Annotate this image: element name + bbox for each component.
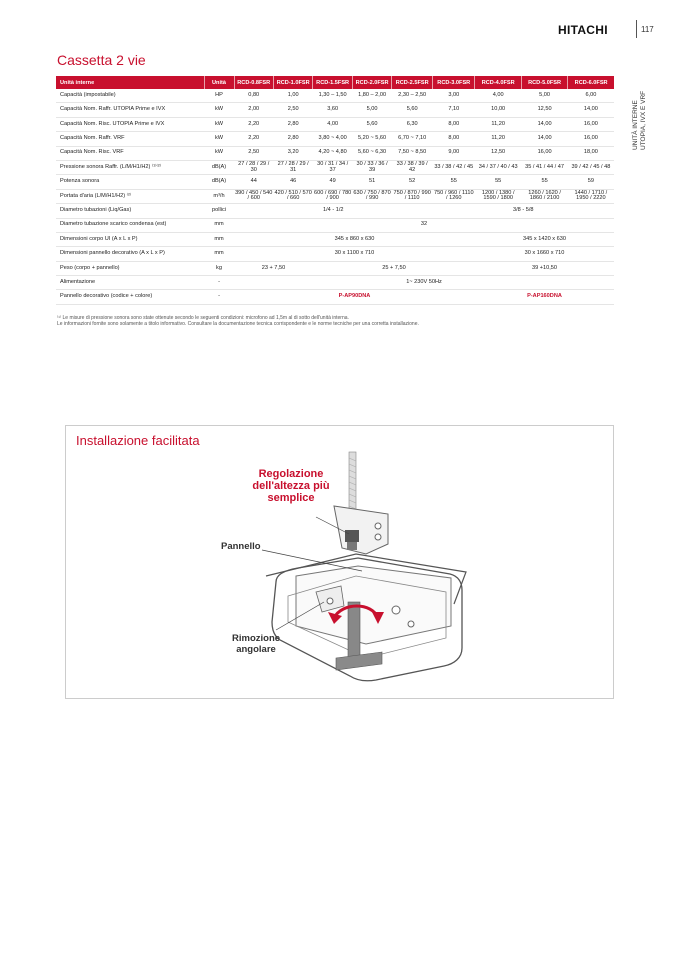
row-unit: kW	[204, 132, 234, 146]
table-cell: 1,80 – 2,00	[352, 89, 391, 103]
table-cell: 2,50	[234, 146, 273, 160]
table-cell: 2,50	[273, 103, 312, 117]
table-cell: 7,10	[433, 103, 475, 117]
table-cell: 16,00	[568, 117, 614, 131]
row-unit: -	[204, 290, 234, 304]
row-label: Capacità Nom. Risc. VRF	[56, 146, 204, 160]
table-cell: 46	[273, 175, 312, 189]
table-cell: 30 x 1660 x 710	[475, 247, 614, 261]
table-cell: 14,00	[521, 117, 567, 131]
row-label: Diametro tubazione scarico condensa (est)	[56, 218, 204, 232]
page-title: Cassetta 2 vie	[57, 52, 146, 68]
table-cell: 33 / 38 / 42 / 45	[433, 160, 475, 174]
side-label-line2: UTOPIA, IVX E VRF	[640, 90, 647, 150]
table-cell: 12,50	[521, 103, 567, 117]
table-cell: 39 / 42 / 45 / 48	[568, 160, 614, 174]
table-cell: 23 + 7,50	[234, 261, 313, 275]
table-cell: 55	[433, 175, 475, 189]
page-number: 117	[641, 25, 654, 34]
unit-column-header: Unità	[204, 76, 234, 89]
row-unit: mm	[204, 247, 234, 261]
table-cell: 3,00	[433, 89, 475, 103]
table-cell: 5,00	[521, 89, 567, 103]
footnote-2: Le informazioni fornite sono solamente a titolo informativo. Consultare la documentazione tecnica corrispondente e le norme tecniche per una corretta installazione.	[57, 321, 419, 327]
row-unit: HP	[204, 89, 234, 103]
table-cell: 5,60	[392, 103, 433, 117]
table-cell: 5,20 ~ 5,60	[352, 132, 391, 146]
table-header-row	[56, 76, 614, 89]
table-row	[56, 189, 614, 203]
table-cell: 630 / 750 / 870 / 990	[352, 189, 391, 203]
table-cell: 5,00	[352, 103, 391, 117]
model-column-header: RCD-6.0FSR	[568, 76, 614, 89]
table-row	[56, 204, 614, 218]
table-cell: 390 / 450 / 540 / 600	[234, 189, 273, 203]
table-cell: 3,20	[273, 146, 312, 160]
model-column-header: RCD-4.0FSR	[475, 76, 521, 89]
table-cell: 30 / 33 / 36 / 39	[352, 160, 391, 174]
table-cell: 2,20	[234, 117, 273, 131]
installation-title: Installazione facilitata	[76, 433, 200, 448]
row-unit: mm	[204, 232, 234, 246]
table-cell: 25 + 7,50	[313, 261, 475, 275]
table-row	[56, 89, 614, 103]
row-label: Capacità Nom. Risc. UTOPIA Prime e IVX	[56, 117, 204, 131]
model-column-header: RCD-2.5FSR	[392, 76, 433, 89]
table-cell: 27 / 28 / 29 / 31	[273, 160, 312, 174]
table-cell: 1440 / 1710 / 1950 / 2220	[568, 189, 614, 203]
table-cell: 4,00	[313, 117, 352, 131]
table-corner-header: Unità interne	[56, 76, 204, 89]
table-cell: P-AP160DNA	[475, 290, 614, 304]
table-cell: 345 x 1420 x 630	[475, 232, 614, 246]
side-label-line1: UNITÀ INTERNE	[632, 100, 639, 150]
corner-removal-line1: Rimozione	[232, 633, 281, 644]
table-row	[56, 117, 614, 131]
table-row	[56, 232, 614, 246]
table-cell: 420 / 510 / 570 / 660	[273, 189, 312, 203]
row-label: Potenza sonora	[56, 175, 204, 189]
table-row	[56, 160, 614, 174]
row-label: Peso (corpo + pannello)	[56, 261, 204, 275]
model-column-header: RCD-2.0FSR	[352, 76, 391, 89]
table-row	[56, 146, 614, 160]
row-label: Capacità (impostabile)	[56, 89, 204, 103]
corner-removal-label	[232, 633, 280, 655]
table-cell: 33 / 38 / 39 / 42	[392, 160, 433, 174]
table-row	[56, 132, 614, 146]
row-label: Portata d'aria (L/M/H1/H2) ⁽²⁾	[56, 189, 204, 203]
table-row	[56, 276, 614, 290]
row-unit: kg	[204, 261, 234, 275]
corner-removal-line2: angolare	[236, 644, 276, 655]
feature-heading-line2: dell'altezza più	[252, 480, 330, 492]
table-cell: 2,80	[273, 132, 312, 146]
row-label: Alimentazione	[56, 276, 204, 290]
table-cell: 39 +10,50	[475, 261, 614, 275]
table-cell: 59	[568, 175, 614, 189]
table-cell: 5,60	[352, 117, 391, 131]
table-cell: 3/8 - 5/8	[433, 204, 614, 218]
spec-table	[56, 76, 614, 305]
model-column-header: RCD-0.8FSR	[234, 76, 273, 89]
row-label: Capacità Nom. Raffr. UTOPIA Prime e IVX	[56, 103, 204, 117]
table-cell: 30 x 1100 x 710	[234, 247, 475, 261]
table-cell: 1~ 230V 50Hz	[234, 276, 614, 290]
table-cell: 11,20	[475, 117, 521, 131]
table-cell: 30 / 31 / 34 / 37	[313, 160, 352, 174]
table-cell: 35 / 41 / 44 / 47	[521, 160, 567, 174]
row-unit: dB(A)	[204, 160, 234, 174]
table-row	[56, 290, 614, 304]
table-row	[56, 247, 614, 261]
table-cell: 55	[521, 175, 567, 189]
side-section-label	[632, 91, 648, 150]
table-cell: 345 x 860 x 630	[234, 232, 475, 246]
brand-logo: HITACHI	[558, 23, 608, 37]
row-label: Pressione sonora Raffr. (L/M/H1/H2) ⁽¹⁾⁽²⁾	[56, 160, 204, 174]
table-cell: 7,50 ~ 8,50	[392, 146, 433, 160]
table-cell: 8,00	[433, 117, 475, 131]
table-cell: 2,80	[273, 117, 312, 131]
table-cell: 4,00	[475, 89, 521, 103]
installation-panel	[65, 425, 614, 699]
table-cell: 1200 / 1380 / 1590 / 1800	[475, 189, 521, 203]
row-label: Diametro tubazioni (Liq/Gas)	[56, 204, 204, 218]
table-cell: 2,30 – 2,50	[392, 89, 433, 103]
table-row	[56, 218, 614, 232]
table-cell: 27 / 28 / 29 / 30	[234, 160, 273, 174]
footnotes	[57, 315, 419, 327]
table-cell: 49	[313, 175, 352, 189]
table-cell: 2,00	[234, 103, 273, 117]
table-cell: 52	[392, 175, 433, 189]
table-cell: 18,00	[568, 146, 614, 160]
row-unit: dB(A)	[204, 175, 234, 189]
installation-illustration	[66, 426, 613, 698]
table-cell: 11,20	[475, 132, 521, 146]
table-cell: 600 / 690 / 780 / 900	[313, 189, 352, 203]
table-cell: 3,60	[313, 103, 352, 117]
table-cell: 750 / 960 / 1110 / 1260	[433, 189, 475, 203]
table-cell: 6,00	[568, 89, 614, 103]
table-row	[56, 103, 614, 117]
table-cell: 44	[234, 175, 273, 189]
table-cell: 10,00	[475, 103, 521, 117]
model-column-header: RCD-5.0FSR	[521, 76, 567, 89]
table-cell: 34 / 37 / 40 / 43	[475, 160, 521, 174]
table-cell: 6,70 ~ 7,10	[392, 132, 433, 146]
table-cell: 1260 / 1620 / 1860 / 2100	[521, 189, 567, 203]
table-cell: 14,00	[521, 132, 567, 146]
table-cell: 55	[475, 175, 521, 189]
row-unit: mm	[204, 218, 234, 232]
table-cell: P-AP90DNA	[234, 290, 475, 304]
row-label: Pannello decorativo (codice + colore)	[56, 290, 204, 304]
table-cell: 3,80 ~ 4,00	[313, 132, 352, 146]
table-cell: 0,80	[234, 89, 273, 103]
table-cell: 16,00	[521, 146, 567, 160]
table-cell: 4,20 ~ 4,80	[313, 146, 352, 160]
table-cell: 8,00	[433, 132, 475, 146]
table-cell: 12,50	[475, 146, 521, 160]
footnote-1: ⁽¹⁾ Le misure di pressione sonora sono state ottenute secondo le seguenti condizioni: microfono ad 1,5m al di sotto dell'unità interna.	[57, 315, 349, 321]
row-label: Dimensioni corpo UI (A x L x P)	[56, 232, 204, 246]
model-column-header: RCD-1.5FSR	[313, 76, 352, 89]
table-cell: 5,60 ~ 6,30	[352, 146, 391, 160]
row-unit: pollici	[204, 204, 234, 218]
table-cell: 51	[352, 175, 391, 189]
panel-label: Pannello	[221, 541, 261, 552]
feature-heading	[226, 468, 356, 504]
table-cell: 9,00	[433, 146, 475, 160]
row-label: Dimensioni pannello decorativo (A x L x P)	[56, 247, 204, 261]
row-unit: kW	[204, 117, 234, 131]
row-unit: m³/h	[204, 189, 234, 203]
row-label: Capacità Nom. Raffr. VRF	[56, 132, 204, 146]
model-column-header: RCD-3.0FSR	[433, 76, 475, 89]
table-cell: 32	[234, 218, 614, 232]
table-body	[56, 89, 614, 304]
feature-heading-line1: Regolazione	[258, 468, 324, 480]
model-column-header: RCD-1.0FSR	[273, 76, 312, 89]
table-cell: 16,00	[568, 132, 614, 146]
table-cell: 1,30 – 1,50	[313, 89, 352, 103]
table-cell: 1,00	[273, 89, 312, 103]
row-unit: kW	[204, 146, 234, 160]
table-row	[56, 175, 614, 189]
row-unit: kW	[204, 103, 234, 117]
table-cell: 1/4 - 1/2	[234, 204, 433, 218]
table-cell: 6,30	[392, 117, 433, 131]
header-divider	[636, 20, 637, 38]
table-row	[56, 261, 614, 275]
table-cell: 14,00	[568, 103, 614, 117]
table-cell: 750 / 870 / 990 / 1110	[392, 189, 433, 203]
row-unit: -	[204, 276, 234, 290]
table-cell: 2,20	[234, 132, 273, 146]
feature-heading-line3: semplice	[267, 492, 315, 504]
